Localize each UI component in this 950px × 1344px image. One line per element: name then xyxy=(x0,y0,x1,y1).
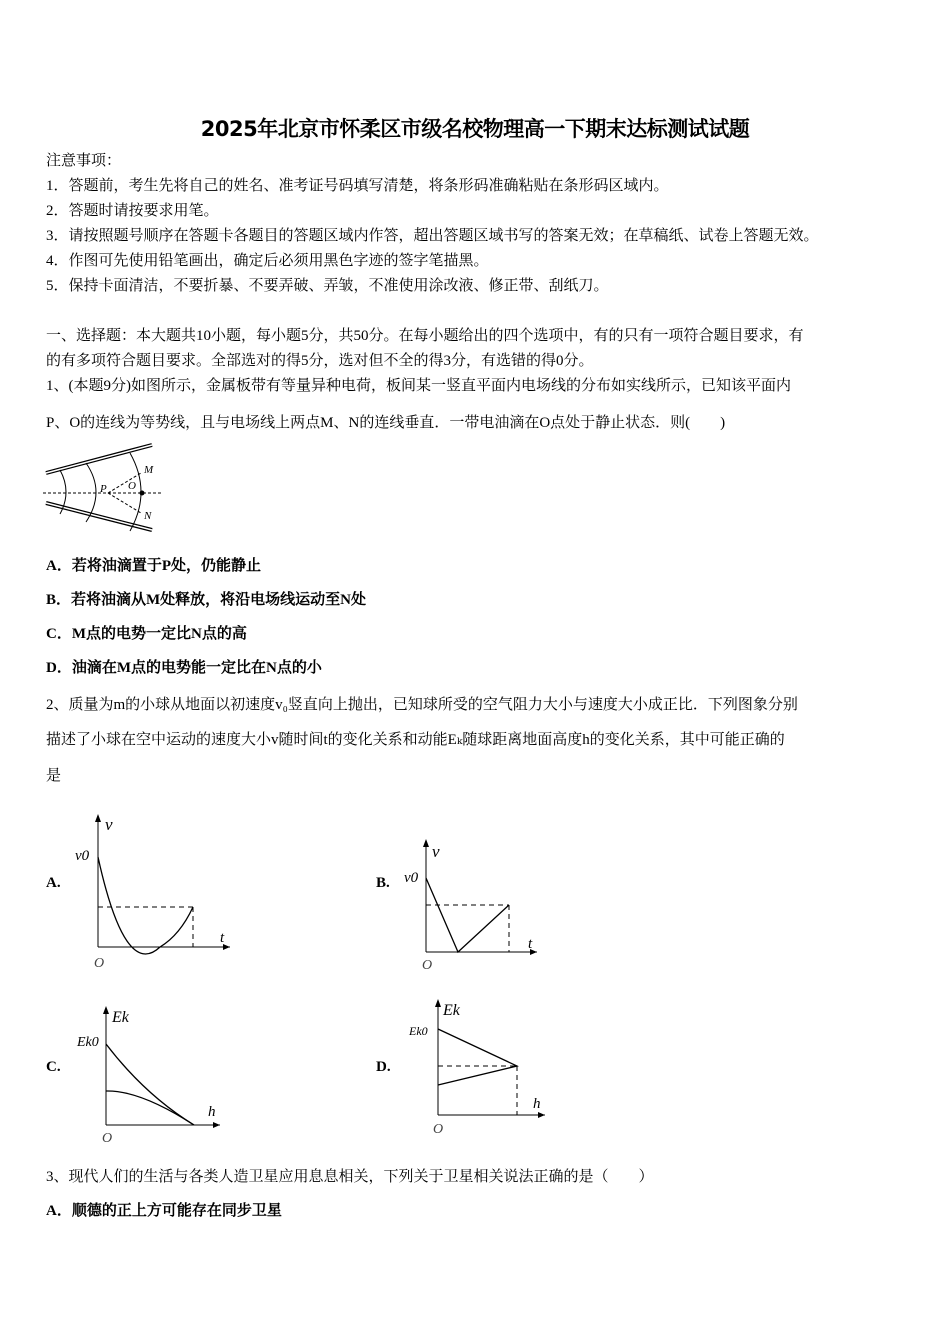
q2-stem: 2、质量为m的小球从地面以初速度v₀竖直向上抛出，已知球所受的空气阻力大小与速度大小成正比．下列图象分别 xyxy=(46,697,798,713)
q1-field-figure xyxy=(40,440,170,535)
graph-c xyxy=(75,1000,235,1145)
q3-stem: 3、现代人们的生活与各类人造卫星应用息息相关，下列关于卫星相关说法正确的是（ ） xyxy=(46,1169,654,1185)
origin-label: O xyxy=(102,1131,113,1146)
graph-d xyxy=(405,995,555,1135)
notice-item: 2．答题时请按要求用笔。 xyxy=(46,203,219,219)
label-ek0: Ek0 xyxy=(77,1035,99,1050)
axis-label-v: v xyxy=(432,842,440,861)
label-o: O xyxy=(128,480,136,492)
axis-label-ek: Ek xyxy=(112,1009,129,1026)
graph-c-label: C. xyxy=(46,1059,61,1075)
q2-stem: 描述了小球在空中运动的速度大小v随时间t的变化关系和动能Eₖ随球距离地面高度h的变化关系，其中可能正确的 xyxy=(46,732,785,748)
label-v0: v0 xyxy=(75,848,90,864)
axis-label-h: h xyxy=(208,1104,216,1120)
axis-label-t: t xyxy=(220,930,225,946)
origin-label: O xyxy=(433,1122,444,1137)
section-intro: 一、选择题：本大题共10小题，每小题5分，共50分。在每小题给出的四个选项中，有的只有一项符合题目要求，有 xyxy=(46,328,804,344)
label-v0: v0 xyxy=(404,870,419,886)
page-title: 2025年北京市怀柔区市级名校物理高一下期末达标测试试题 xyxy=(200,117,750,141)
q3-option-a: A．顺德的正上方可能存在同步卫星 xyxy=(46,1203,282,1219)
q1-option-d: D．油滴在M点的电势能一定比在N点的小 xyxy=(46,660,322,676)
graph-b-label: B. xyxy=(376,875,390,891)
notice-heading: 注意事项： xyxy=(46,153,122,169)
q1-option-c: C．M点的电势一定比N点的高 xyxy=(46,626,247,642)
label-ek0: Ek0 xyxy=(409,1024,428,1038)
graph-a-label: A. xyxy=(46,875,61,891)
notice-item: 5．保持卡面清洁，不要折暴、不要弄破、弄皱，不准使用涂改液、修正带、刮纸刀。 xyxy=(46,278,609,294)
origin-label: O xyxy=(94,956,105,971)
axis-label-h: h xyxy=(533,1096,541,1112)
axis-label-v: v xyxy=(105,815,113,834)
section-intro: 的有多项符合题目要求。全部选对的得5分，选对但不全的得3分，有选错的得0分。 xyxy=(46,353,594,369)
notice-item: 4．作图可先使用铅笔画出，确定后必须用黑色字迹的签字笔描黑。 xyxy=(46,253,489,269)
graph-d-label: D. xyxy=(376,1059,391,1075)
q1-option-b: B．若将油滴从M处释放，将沿电场线运动至N处 xyxy=(46,592,366,608)
q1-stem: P、O的连线为等势线，且与电场线上两点M、N的连线垂直．一带电油滴在O点处于静止状态．则( ) xyxy=(46,415,726,431)
graph-a xyxy=(70,810,240,970)
notice-item: 1．答题前，考生先将自己的姓名、准考证号码填写清楚，将条形码准确粘贴在条形码区域内。 xyxy=(46,178,669,194)
label-n: N xyxy=(144,510,152,522)
axis-label-t: t xyxy=(528,936,533,952)
axis-label-ek: Ek xyxy=(443,1002,460,1019)
label-p: P xyxy=(100,483,107,495)
graph-b xyxy=(400,835,550,973)
origin-label: O xyxy=(422,958,433,973)
label-m: M xyxy=(144,464,154,476)
q2-stem: 是 xyxy=(46,768,62,784)
notice-item: 3．请按照题号顺序在答题卡各题目的答题区域内作答，超出答题区域书写的答案无效；在草稿纸、试卷上答题无效。 xyxy=(46,228,819,244)
q1-stem: 1、(本题9分)如图所示，金属板带有等量异种电荷，板间某一竖直平面内电场线的分布如实线所示，已知该平面内 xyxy=(46,378,791,394)
q1-option-a: A．若将油滴置于P处，仍能静止 xyxy=(46,558,261,574)
